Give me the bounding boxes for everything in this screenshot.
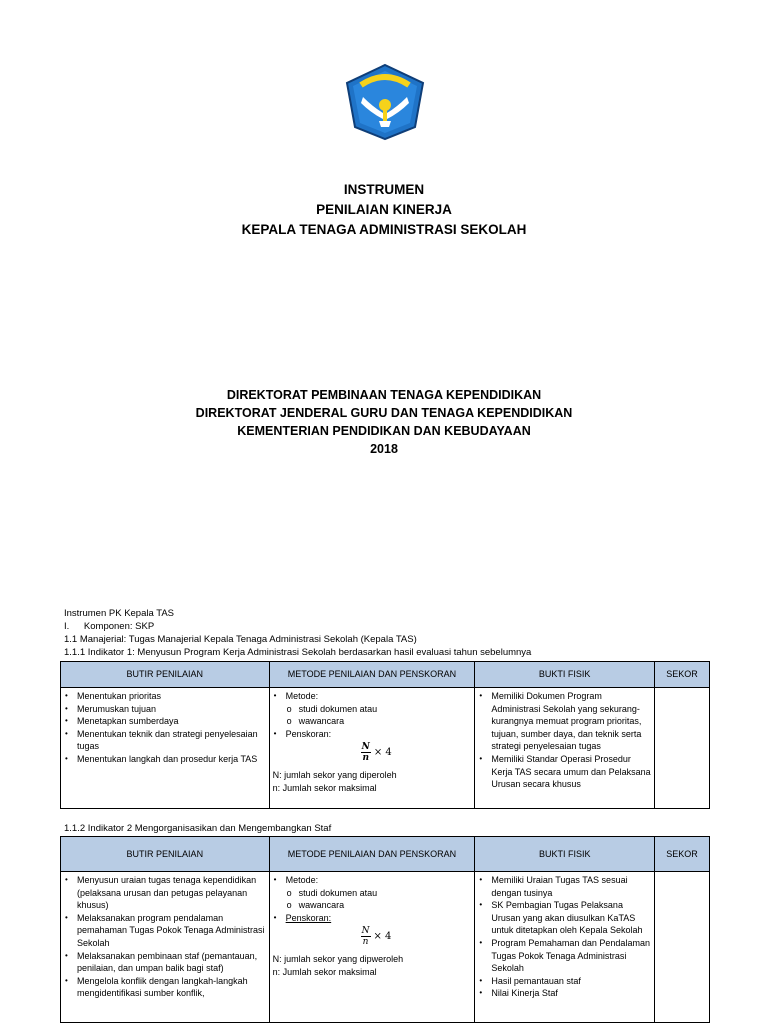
org-line-1: DIREKTORAT PEMBINAAN TENAGA KEPENDIDIKAN: [226, 388, 542, 402]
indikator-2-table: [60, 836, 710, 1023]
instrumen-label: Instrumen PK Kepala TAS: [64, 608, 175, 619]
komponen-label: Komponen: SKP: [83, 621, 155, 632]
metode-label: • Metode:: [286, 874, 472, 887]
list-item: o wawancara: [299, 899, 472, 912]
bukti-cell: [475, 872, 655, 1023]
formula-numerator: N: [361, 926, 370, 937]
score-note: N: jumlah sekor yang dipweroleh: [272, 954, 404, 965]
document-title: [0, 180, 768, 240]
score-formula: [361, 926, 472, 947]
header-metode: METODE PENILAIAN DAN PENSKORAN: [269, 662, 475, 688]
score-note: n: Jumlah sekor maksimal: [272, 782, 377, 793]
penskoran-label: • Penskoran:: [286, 728, 472, 741]
header-metode: METODE PENILAIAN DAN PENSKORAN: [269, 837, 475, 872]
metode-cell: [269, 688, 475, 809]
indikator-2-heading: 1.1.2 Indikator 2 Mengorganisasikan dan Mengembangkan Staf: [64, 823, 332, 834]
list-item: o wawancara: [299, 715, 472, 728]
list-item: • Menentukan teknik dan strategi penyelesaian tugas: [77, 728, 266, 753]
title-line-1: INSTRUMEN: [343, 182, 425, 197]
metode-label: • Metode:: [286, 690, 472, 703]
indikator-1-table: [60, 661, 710, 809]
list-item: • SK Pembagian Tugas Pelaksana Urusan yang akan diusulkan KaTAS untuk ditetapkan oleh Kepala Sekolah: [491, 899, 651, 937]
score-note: N: jumlah sekor yang diperoleh: [272, 770, 397, 781]
table-row: [61, 688, 710, 809]
list-item: • Memiliki Uraian Tugas TAS sesuai dengan tusinya: [491, 874, 651, 899]
title-line-2: PENILAIAN KINERJA: [316, 202, 452, 217]
list-item: • Hasil pemantauan staf: [491, 975, 651, 988]
list-item: • Melaksanakan pembinaan staf (pemantauan, penilaian, dan umpan balik bagi staf): [77, 950, 266, 975]
list-item: • Program Pemahaman dan Pendalaman Tugas Pokok Tenaga Administrasi Sekolah: [491, 937, 651, 975]
header-sekor: SEKOR: [655, 662, 710, 688]
org-line-3: KEMENTERIAN PENDIDIKAN DAN KEBUDAYAAN: [237, 424, 531, 438]
formula-denominator: n: [362, 753, 369, 764]
organization-block: [0, 386, 768, 458]
list-item: • Menentukan langkah dan prosedur kerja TAS: [77, 753, 266, 766]
table-header-row: [61, 837, 710, 872]
list-item: • Melaksanakan program pendalaman pemahaman Tugas Pokok Tenaga Administrasi Sekolah: [77, 912, 266, 950]
title-line-3: KEPALA TENAGA ADMINISTRASI SEKOLAH: [241, 222, 527, 237]
score-formula: [361, 742, 472, 763]
org-year: 2018: [370, 442, 398, 456]
list-item: • Merumuskan tujuan: [77, 703, 266, 716]
list-item: • Memiliki Dokumen Program Administrasi Sekolah yang sekurang-kurangnya memuat program prioritas, tujuan, sumber daya, dan teknik serta strategi penyelesaian tugas: [491, 690, 651, 753]
komponen-line: [64, 621, 154, 634]
formula-multiplier: × 4: [373, 930, 392, 942]
org-line-2: DIREKTORAT JENDERAL GURU DAN TENAGA KEPENDIDIKAN: [195, 406, 573, 420]
butir-cell: [61, 688, 270, 809]
formula-multiplier: × 4: [373, 746, 392, 758]
list-item: • Menetapkan sumberdaya: [77, 715, 266, 728]
formula-denominator: n: [362, 937, 369, 948]
list-item: o studi dokumen atau: [299, 887, 472, 900]
butir-cell: [61, 872, 270, 1023]
header-bukti: BUKTI FISIK: [475, 662, 655, 688]
section-heading: 1.1 Manajerial: Tugas Manajerial Kepala Tenaga Administrasi Sekolah (Kepala TAS): [64, 634, 417, 645]
sekor-cell: [655, 872, 710, 1023]
score-note: n: Jumlah sekor maksimal: [272, 966, 377, 977]
sekor-cell: [655, 688, 710, 809]
tut-wuri-handayani-logo: [343, 63, 427, 141]
list-item: • Memiliki Standar Operasi Prosedur Kerja TAS secara umum dan Pelaksana Urusan secara khusus: [491, 753, 651, 791]
list-item: • Menentukan prioritas: [77, 690, 266, 703]
bukti-cell: [475, 688, 655, 809]
indikator-1-heading: 1.1.1 Indikator 1: Menyusun Program Kerja Administrasi Sekolah berdasarkan hasil evaluasi tahun sebelumnya: [64, 647, 532, 658]
metode-cell: [269, 872, 475, 1023]
list-item: • Menyusun uraian tugas tenaga kependidikan (pelaksana urusan dan petugas pelayanan khusus): [77, 874, 266, 912]
penskoran-label: • Penskoran:: [286, 912, 472, 925]
header-butir: BUTIR PENILAIAN: [61, 662, 270, 688]
list-item: • Nilai Kinerja Staf: [491, 987, 651, 1000]
formula-numerator: N: [361, 742, 370, 753]
list-item: o studi dokumen atau: [299, 703, 472, 716]
table-row: [61, 872, 710, 1023]
header-butir: BUTIR PENILAIAN: [61, 837, 270, 872]
list-item: • Mengelola konflik dengan langkah-langkah mengidentifikasi sumber konflik,: [77, 975, 266, 1000]
table-header-row: [61, 662, 710, 688]
header-bukti: BUKTI FISIK: [475, 837, 655, 872]
header-sekor: SEKOR: [655, 837, 710, 872]
komponen-number: I.: [64, 621, 70, 632]
